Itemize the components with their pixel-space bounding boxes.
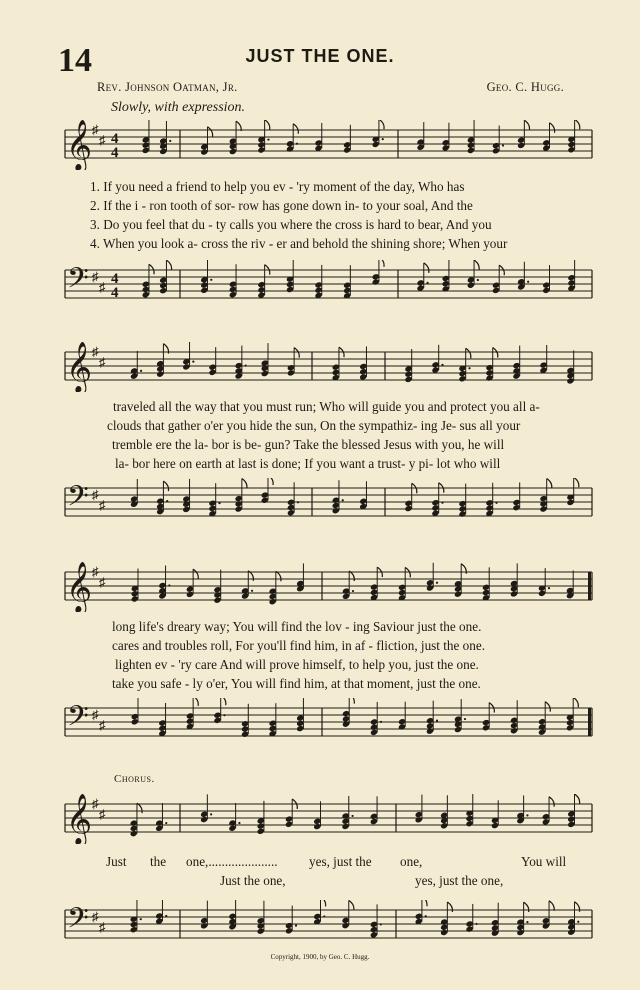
bass-staff-system-3 [0, 698, 640, 748]
chord [370, 904, 382, 938]
chord [458, 348, 470, 382]
treble-staff-system-2 [0, 342, 640, 392]
chord [542, 265, 550, 294]
sharp-icon: ♯ [99, 717, 106, 733]
chord [465, 904, 477, 933]
chord [512, 482, 520, 511]
verse-4-line-2: la- bor here on earth at last is done; If you want a trust- y pi- lot who will [115, 456, 501, 471]
treble-clef-icon: 𝄞 [66, 120, 93, 170]
time-signature-bottom: 4 [111, 145, 119, 161]
chord [482, 703, 494, 732]
chord [516, 795, 528, 824]
chord [213, 570, 221, 604]
chord [155, 900, 167, 925]
final-bar-line [588, 708, 591, 736]
chord [359, 481, 367, 510]
sharp-icon: ♯ [92, 909, 99, 924]
chord [539, 479, 551, 513]
sharp-icon: ♯ [99, 497, 106, 513]
chord [458, 484, 466, 518]
chord [142, 264, 154, 298]
chord [491, 903, 499, 937]
chord [296, 563, 304, 592]
chord [426, 701, 438, 735]
staff-lines [65, 910, 592, 938]
composer-credit: Geo. C. Hugg. [486, 80, 564, 94]
chord [200, 794, 212, 823]
sharp-icon: ♯ [99, 279, 106, 295]
staff-lines [65, 352, 592, 380]
sharp-icon: ♯ [99, 919, 106, 935]
chord [200, 901, 208, 930]
chord [261, 478, 273, 504]
bass-staff-system-2 [0, 478, 640, 528]
chord [426, 563, 438, 592]
sharp-icon: ♯ [99, 354, 106, 370]
chord [440, 795, 448, 829]
chord [186, 569, 198, 598]
chord [491, 800, 499, 829]
time-signature-bottom: 4 [111, 285, 119, 301]
verse-1-line-3: long life's dreary way; You will find the lov - ing Saviour just the one. [112, 619, 482, 634]
chord [372, 260, 384, 286]
bass-staff-chorus [0, 900, 640, 950]
sharp-icon: ♯ [92, 344, 99, 359]
chord [182, 479, 190, 513]
chord [467, 260, 479, 289]
chord [156, 481, 168, 515]
chord [517, 120, 529, 149]
chord [228, 803, 240, 832]
verse-3-line-3: lighten ev - 'ry care And will prove himself, to help you, just the one. [115, 657, 479, 672]
treble-clef-icon: 𝄞 [66, 794, 93, 844]
sharp-icon: ♯ [92, 796, 99, 811]
chord [213, 698, 225, 724]
chord [415, 900, 427, 925]
chorus-word-you-will: You will [521, 854, 567, 869]
verse-4-line-3: take you safe - ly o'er, You will find him, at that moment, just the one. [112, 676, 481, 691]
chord [538, 702, 550, 736]
chorus-label: Chorus. [114, 773, 155, 785]
staff-lines [65, 804, 592, 832]
treble-clef-icon: 𝄞 [66, 342, 93, 392]
chord [485, 348, 497, 382]
chord [130, 479, 138, 508]
verse-3-line-2: tremble ere the la- bor is be- gun? Take the blessed Jesus with you, he will [112, 437, 505, 452]
chord [566, 350, 574, 384]
verse-1-line-2: traveled all the way that you must run; Who will guide you and protect you all a- [113, 399, 540, 414]
chord [454, 699, 466, 733]
chorus-alto-yes-just-the-one: yes, just the one, [415, 873, 504, 888]
chord [257, 901, 265, 935]
chord [313, 900, 325, 925]
treble-clef-icon: 𝄞 [66, 562, 93, 612]
chord [241, 704, 249, 738]
chorus-alto-just-the-one: Just the one, [220, 873, 286, 888]
treble-staff-system-3 [0, 562, 640, 612]
sharp-icon: ♯ [92, 269, 99, 284]
chord [343, 125, 351, 154]
chorus-word-one: one, [400, 854, 423, 869]
verse-2-line-2: clouds that gather o'er you hide the sun, On the sympathiz- ing Je- sus all your [107, 418, 521, 433]
chord [241, 571, 253, 600]
sharp-icon: ♯ [92, 564, 99, 579]
time-signature-top: 4 [111, 271, 119, 287]
hymn-title: JUST THE ONE. [245, 46, 395, 66]
chord [228, 900, 236, 930]
treble-staff-chorus [0, 794, 640, 844]
page-number: 14 [58, 42, 92, 79]
chord [442, 260, 450, 293]
chord [235, 479, 247, 513]
chord [159, 121, 171, 155]
bass-clef-icon: 𝄢 [67, 480, 89, 521]
bass-clef-icon: 𝄢 [67, 262, 89, 303]
chord [510, 563, 518, 597]
chord [131, 698, 139, 725]
chord [285, 799, 297, 828]
tempo-marking: Slowly, with expression. [111, 100, 246, 115]
sharp-icon: ♯ [92, 707, 99, 722]
copyright-notice: Copyright, 1900, by Geo. C. Hugg. [270, 953, 370, 961]
chord [492, 265, 504, 294]
chord [155, 803, 167, 832]
chord [235, 346, 247, 380]
chord [398, 702, 406, 731]
chord [342, 698, 354, 728]
chord [415, 795, 423, 824]
bass-clef-icon: 𝄢 [67, 902, 89, 943]
chord [186, 698, 198, 730]
chord [341, 900, 353, 929]
bass-clef-icon: 𝄢 [67, 700, 89, 741]
chord [542, 901, 554, 930]
chord [567, 260, 575, 292]
sharp-icon: ♯ [99, 574, 106, 590]
verse-2-line-3: cares and troubles roll, For you'll find him, in af - fliction, just the one. [112, 638, 486, 653]
sharp-icon: ♯ [92, 122, 99, 137]
time-signature-top: 4 [111, 131, 119, 147]
verse-2-line-1: 2. If the i - ron tooth of sor- row has gone down in- to your soal, And the [90, 198, 473, 213]
sharp-icon: ♯ [92, 487, 99, 502]
sharp-icon: ♯ [99, 806, 106, 822]
verse-4-line-1: 4. When you look a- cross the riv - er and behold the shining shore; When your [90, 236, 508, 251]
chord [342, 571, 354, 600]
chorus-word-yes-just-the: yes, just the [309, 854, 372, 869]
treble-staff-system-1 [0, 120, 640, 170]
chord [229, 121, 241, 155]
author-credit: Rev. Johnson Oatman, Jr. [97, 80, 238, 94]
chord [313, 801, 321, 830]
chord [566, 570, 574, 599]
chorus-word-one-dotted: one,..................... [186, 854, 278, 869]
chord [229, 264, 237, 298]
final-bar-line [588, 572, 591, 600]
verse-3-line-1: 3. Do you feel that du - ty calls you where the cross is hard to bear, And you [90, 217, 492, 232]
chorus-word-the: the [150, 854, 167, 869]
chorus-word-just: Just [106, 854, 127, 869]
verse-1-line-1: 1. If you need a friend to help you ev - 'ry moment of the day, Who has [90, 179, 465, 194]
chord [208, 347, 216, 376]
chord [287, 482, 299, 516]
chord [512, 346, 520, 380]
sharp-icon: ♯ [99, 132, 106, 148]
chord [517, 262, 529, 291]
chord [130, 351, 142, 380]
chord [370, 702, 382, 736]
staff-lines [65, 488, 592, 516]
bass-staff-system-1 [0, 260, 640, 310]
chord [261, 343, 269, 377]
chord [286, 124, 298, 153]
chord [158, 565, 170, 599]
